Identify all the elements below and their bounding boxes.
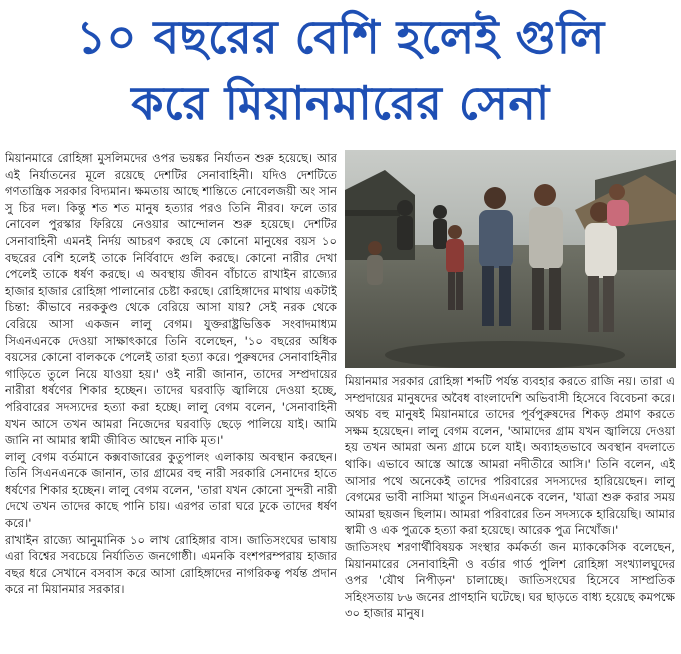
headline-line-2: করে মিয়ানমারের সেনা xyxy=(131,76,550,130)
article-column-left xyxy=(5,150,337,650)
article-paragraph: লালু বেগম বর্তমানে কক্সবাজারের কুতুপালং এলাকায় অবস্থান করছেন। তিনি সিএনএনকে জানান, তার গ্রামের বহু নারী সরকারি সেনাদের হাতে ধর্ষণের শিকার হচ্ছেন। লালু বেগম বলেন, 'তারা যখন কোনো সুন্দরী নারী দেখে তখন তাদের কাছে পানি চায়। এরপর তারা ঘরে ঢুকে তাদের ধর্ষণ করে।' xyxy=(5,449,337,531)
article-paragraph: জাতিসংঘ শরণার্থীবিষয়ক সংস্থার কর্মকর্তা জন ম্যাককেসিক বলেছেন, মিয়ানমারের সেনাবাহিনী ও বর্ডার গার্ড পুলিশ রোহিঙ্গা সংখ্যালঘুদের ওপর 'যৌথ নিপীড়ন' চালাচ্ছে। জাতিসংঘের হিসেবে সাম্প্রতিক সহিংসতায় ৮৬ জনের প্রাণহানি ঘটেছে। ঘর ছাড়তে বাধ্য হয়েছে কমপক্ষে ৩০ হাজার মানুষ। xyxy=(345,539,675,621)
article-paragraph: রাখাইন রাজ্যে আনুমানিক ১০ লাখ রোহিঙ্গার বাস। জাতিসংঘের ভাষায় এরা বিশ্বের সবচেয়ে নির্যাতিত জনগোষ্ঠী। এমনকি বংশপরম্পরায় হাজার বছর ধরে সেখানে বসবাস করে আসা রোহিঙ্গাদের নাগরিকত্ব পর্যন্ত প্রদান করে না মিয়ানমার সরকার। xyxy=(5,532,337,597)
article-column-right xyxy=(345,373,675,651)
news-photo xyxy=(345,150,676,368)
refugees-photo-illustration xyxy=(345,150,676,368)
article-paragraph: মিয়ানমারে রোহিঙ্গা মুসলিমদের ওপর ভয়ঙ্কর নির্যাতন শুরু হয়েছে। আর এই নির্যাতনের মূলে রয়েছে দেশটির সেনাবাহিনী। যদিও দেশটিতে গণতান্ত্রিক সরকার বিদ্যমান। ক্ষমতায় আছে শান্তিতে নোবেলজয়ী অং সান সু চির দল। কিন্তু শত শত মানুষ হত্যার পরও তিনি নীরব। ফলে তার নোবেল পুরস্কার ফিরিয়ে নেওয়ার আন্দোলন শুরু হয়েছে। দেশটির সেনাবাহিনী এমনই নির্দয় আচরণ করছে যে কোনো মানুষের বয়স ১০ বছরের বেশি হলেই তাকে নির্বিবাদে গুলি করছে। কোনো নারীর দেখা পেলেই তাকে ধর্ষণ করছে। এ অবস্থায় জীবন বাঁচাতে রাখাইন রাজ্যের হাজার হাজার রোহিঙ্গা পালানোর চেষ্টা করছে। রোহিঙ্গাদের মাথায় একটাই চিন্তা: কীভাবে নরককুণ্ড থেকে বেরিয়ে আসা যায়? সেই নরক থেকে বেরিয়ে আসা একজন লালু বেগম। যুক্তরাষ্ট্রভিত্তিক সংবাদমাধ্যম সিএনএনকে দেওয়া সাক্ষাৎকারে তিনি বলেছেন, '১০ বছরের অধিক বয়সের কোনো বালককে পেলেই তারা হত্যা করে। পুরুষদের সেনাবাহিনীর গাড়িতে তুলে নিয়ে যাওয়া হয়।' ওই নারী জানান, তাদের সম্প্রদায়ের নারীরা ধর্ষণের শিকার হচ্ছেন। তাদের ঘরবাড়ি জ্বালিয়ে দেওয়া হচ্ছে, পরিবারের সদস্যদের হত্যা করা হচ্ছে। লালু বেগম বলেন, 'সেনাবাহিনী যখন আসে তখন আমরা নিজেদের ঘরবাড়ি ছেড়ে পালিয়ে যাই। আমি জানি না আমার স্বামী জীবিত আছেন নাকি মৃত।' xyxy=(5,151,337,448)
article-paragraph: মিয়ানমার সরকার রোহিঙ্গা শব্দটি পর্যন্ত ব্যবহার করতে রাজি নয়। তারা এ সম্প্রদায়ের মানুষদের অবৈধ বাংলাদেশি অভিবাসী হিসেবে বিবেচনা করে। অথচ বহু মানুষই মিয়ানমারে তাদের পূর্বপুরুষদের শিকড় প্রমাণ করতে সক্ষম হয়েছেন। লালু বেগম বলেন, 'আমাদের গ্রাম যখন জ্বালিয়ে দেওয়া হয় তখন আমরা অন্য গ্রামে চলে যাই। অব্যাহতভাবে অবস্থান বদলাতে থাকি। এভাবে আস্তে আস্তে আমরা নদীতীরে আসি।' তিনি বলেন, এই আসার পথে অনেকেই তাদের পরিবারের সদস্যদের হারিয়েছেন। লালু বেগমের ভাবী নাসিমা খাতুন সিএনএনকে বলেন, 'যাত্রা শুরু করার সময় আমরা ছয়জন ছিলাম। আমরা পরিবারের তিন সদস্যকে হারিয়েছি। আমার স্বামী ও এক পুত্রকে হত্যা করা হয়েছে। আরেক পুত্র নিখোঁজ।' xyxy=(345,374,675,538)
headline xyxy=(0,4,681,144)
headline-line-1: ১০ বছরের বেশি হলেই গুলি xyxy=(76,10,605,64)
